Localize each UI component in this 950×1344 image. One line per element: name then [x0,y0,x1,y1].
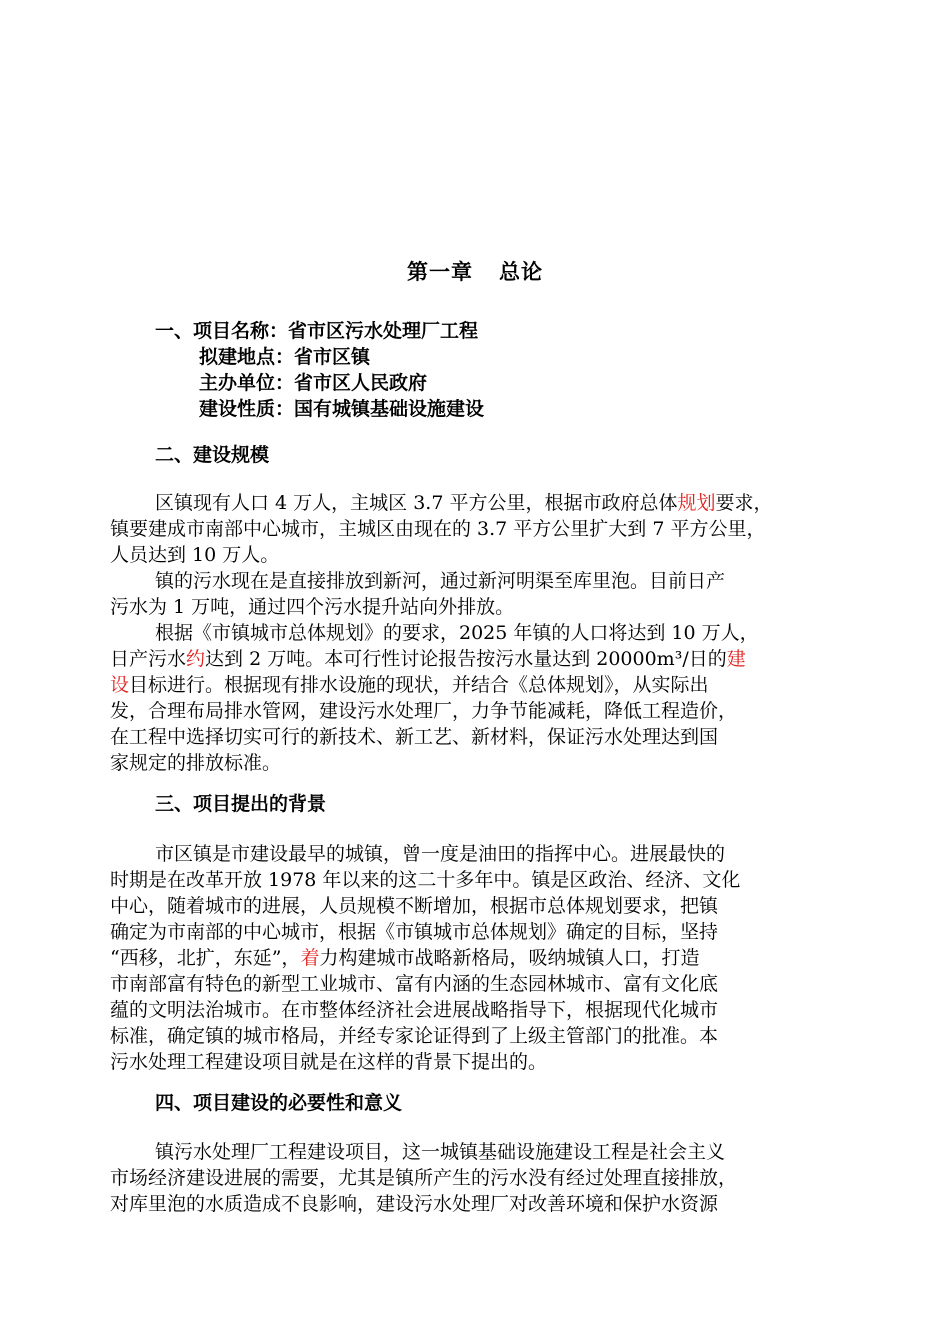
project-name: 一、项目名称：省市区污水处理厂工程 [155,320,479,342]
project-info [155,318,484,422]
highlight-text: 建 [726,648,746,670]
paragraph-necessity: 镇污水处理厂工程建设项目，这一城镇基础设施建设工程是社会主义 市场经济建设进展的需要，尤其是镇所产生的污水没有经过处理直接排放， 对库里泡的水质造成不良影响，建设污水处理厂对改善环境和保护水资源 [110,1141,738,1215]
section-heading-background: 三、项目提出的背景 [155,793,327,815]
paragraph-scale-3: 根据《市镇城市总体规划》的要求，2025 年镇的人口将达到 10 万人， 日产污水约达到 2 万吨。本可行性讨论报告按污水量达到 20000m³/日的建 设目标进行。根据现有排水设施的现状，并结合《总体规划》，从实际出 发，合理布局排水管网，建设污水处理厂，力争节能减耗，降低工程造价， 在工程中选择切实可行的新技术、新工艺、新材料，保证污水处理达到国 家规定的排放标准。 [110,622,759,774]
highlight-text: 约 [186,648,206,670]
chapter-title [0,256,950,286]
project-nature: 建设性质：国有城镇基础设施建设 [199,398,485,420]
chapter-number: 第一章 [407,260,473,284]
paragraph-scale-2: 镇的污水现在是直接排放到新河，通过新河明渠至库里泡。目前日产 污水为 1 万吨，通过四个污水提升站向外排放。 [110,570,726,618]
paragraph-background: 市区镇是市建设最早的城镇，曾一度是油田的指挥中心。进展最快的 时期是在改革开放 1978 年以来的这二十多年中。镇是区政治、经济、文化 中心，随着城市的进展，人员规模不断增加，根据市总体规划要求，把镇 确定为市南部的中心城市，根据《市镇城市总体规划》确定的目标，坚持 “西移，北扩，东延”，着力构建城市战略新格局，吸纳城镇人口，打造 市南部富有特色的新型工业城市、富有内涵的生态园林城市、富有文化底 蕴的文明法治城市。在市整体经济社会进展战略指导下，根据现代化城市 标准，确定镇的城市格局，并经专家论证得到了上级主管部门的批准。本 污水处理工程建设项目就是在这样的背景下提出的。 [110,843,741,1073]
project-sponsor: 主办单位：省市区人民政府 [199,372,428,394]
chapter-name: 总论 [499,260,543,284]
highlight-text: 规划 [677,492,716,514]
section-heading-necessity: 四、项目建设的必要性和意义 [155,1092,403,1114]
section-heading-scale: 二、建设规模 [155,444,270,466]
highlight-text: 着 [300,947,320,969]
paragraph-scale-1: 区镇现有人口 4 万人，主城区 3.7 平方公里，根据市政府总体规划要求， 镇要建成市南部中心城市，主城区由现在的 3.7 平方公里扩大到 7 平方公里， 人员达到 10 万人。 [110,492,773,566]
highlight-text: 设 [110,674,130,696]
project-location: 拟建地点：省市区镇 [199,346,371,368]
